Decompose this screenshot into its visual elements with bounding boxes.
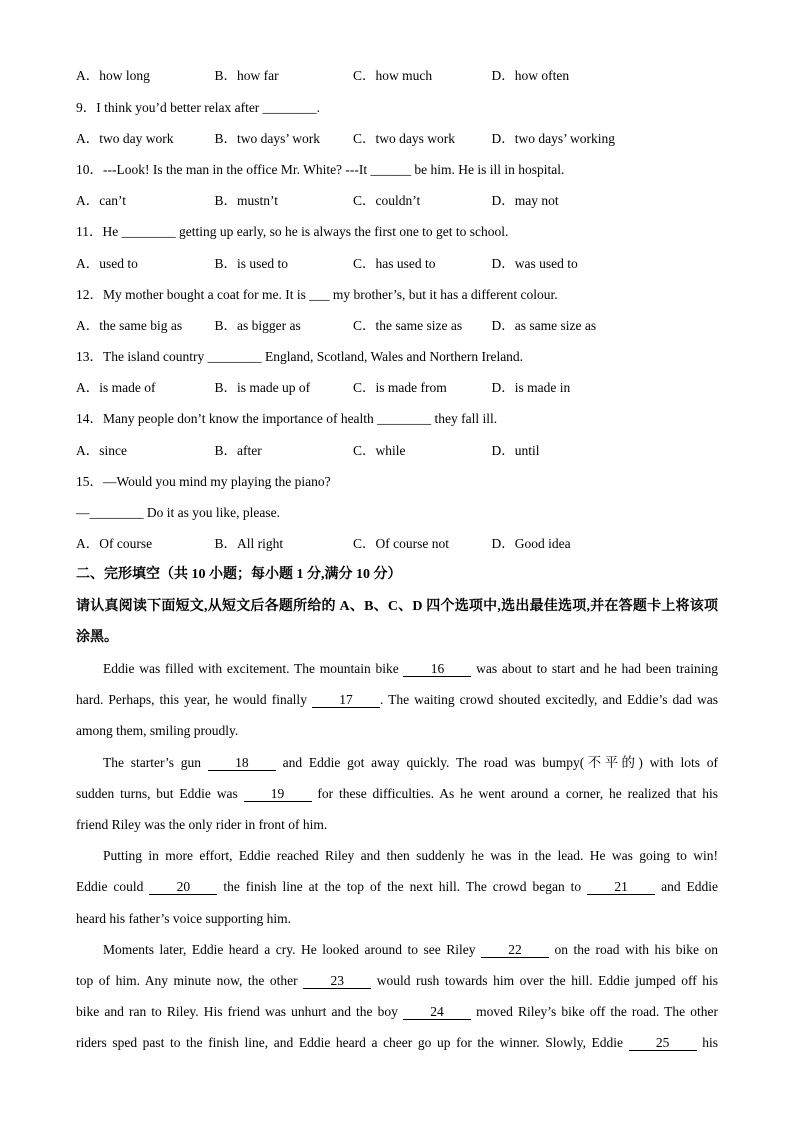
- question-number: 14．: [76, 411, 103, 427]
- question-text: ---Look! Is the man in the office Mr. White? ---It ______ be him. He is ill in hospital.: [103, 161, 565, 177]
- question-text: The island country ________ England, Scotland, Wales and Northern Ireland.: [103, 349, 524, 365]
- passage-line: [76, 747, 718, 778]
- blank-20: 20: [149, 879, 217, 895]
- question-13-option-d: D．is made in: [491, 380, 571, 396]
- passage-text: top of him. Any minute now, the other: [76, 973, 304, 989]
- passage-line: [76, 778, 718, 809]
- passage-line: [76, 996, 718, 1027]
- question-number: 13．: [76, 349, 103, 365]
- passage-line: [76, 653, 718, 684]
- passage-line: [76, 934, 718, 965]
- passage-text: hard. Perhaps, this year, he would finally: [76, 692, 312, 708]
- blank-23: 23: [303, 973, 371, 989]
- question-12-options: [76, 310, 718, 341]
- question-10-option-a: A．can’t: [76, 193, 126, 209]
- question-number: 11．: [76, 224, 103, 240]
- question-14-option-a: A．since: [76, 442, 127, 458]
- passage-text: bike and ran to Riley. His friend was unhurt and the boy: [76, 1004, 404, 1020]
- passage-text: Moments later, Eddie heard a cry. He looked around to see Riley: [103, 941, 481, 957]
- question-10-option-d: D．may not: [491, 193, 559, 209]
- blank-22: 22: [481, 942, 549, 958]
- passage-line: [76, 965, 718, 996]
- question-9-stem: [76, 92, 718, 123]
- question-14-option-d: D．until: [491, 442, 540, 458]
- passage-text: sudden turns, but Eddie was: [76, 785, 244, 801]
- question-14-option-b: B．after: [214, 442, 262, 458]
- question-11-option-c: C．has used to: [353, 255, 436, 271]
- passage-text: The starter’s gun: [103, 754, 208, 770]
- question-12-option-b: B．as bigger as: [214, 317, 301, 333]
- question-15-option-b: B．All right: [214, 536, 284, 552]
- question-number: 15．: [76, 473, 103, 489]
- question-text: He ________ getting up early, so he is always the first one to get to school.: [102, 224, 509, 240]
- question-text: —Would you mind my playing the piano?: [103, 473, 331, 489]
- passage-line: [76, 903, 718, 934]
- question-15-options: [76, 528, 718, 559]
- question-13-option-b: B．is made up of: [214, 380, 311, 396]
- passage-text: was about to start and he had been training: [471, 660, 718, 676]
- question-10-option-b: B．mustn’t: [214, 193, 279, 209]
- question-11-option-a: A．used to: [76, 255, 138, 271]
- blank-17: 17: [312, 692, 380, 708]
- question-13-option-a: A．is made of: [76, 380, 156, 396]
- passage-text: heard his father’s voice supporting him.: [76, 910, 291, 926]
- question-15-reply: —________ Do it as you like, please.: [76, 505, 280, 521]
- blank-25: 25: [629, 1035, 697, 1051]
- question-14-options: [76, 435, 718, 466]
- question-8-option-b: B．how far: [214, 68, 279, 84]
- question-9-option-d: D．two days’ working: [491, 130, 615, 146]
- question-8-option-a: A．how long: [76, 68, 150, 84]
- blank-21: 21: [587, 879, 655, 895]
- question-9-option-c: C．two days work: [353, 130, 455, 146]
- question-number: 9．: [76, 99, 97, 115]
- question-9-options: [76, 123, 718, 154]
- question-text: Many people don’t know the importance of health ________ they fall ill.: [103, 411, 498, 427]
- section-title: 二、完形填空（共 10 小题；每小题 1 分,满分 10 分）: [76, 567, 402, 583]
- question-8-option-c: C．how much: [353, 68, 433, 84]
- question-14-option-c: C．while: [353, 442, 406, 458]
- question-number: 10．: [76, 161, 103, 177]
- question-15-stem: [76, 466, 718, 497]
- question-15-option-a: A．Of course: [76, 536, 153, 552]
- question-text: My mother bought a coat for me. It is ___ my brother’s, but it has a different colour.: [103, 286, 558, 302]
- question-12-option-a: A．the same big as: [76, 317, 183, 333]
- question-13-options: [76, 372, 718, 403]
- passage-text: Eddie could: [76, 879, 150, 895]
- question-15-option-d: D．Good idea: [491, 536, 571, 552]
- passage-text: and Eddie got away quickly. The road was bumpy(不平的) with lots of: [275, 754, 718, 770]
- passage-text: for these difficulties. As he went around a corner, he realized that his: [311, 785, 718, 801]
- question-13-stem: [76, 341, 718, 372]
- question-9-option-b: B．two days’ work: [214, 130, 320, 146]
- passage-text: . The waiting crowd shouted excitedly, and Eddie’s dad was: [379, 692, 719, 708]
- passage-line: [76, 715, 718, 746]
- question-11-option-b: B．is used to: [214, 255, 289, 271]
- question-10-stem: [76, 154, 718, 185]
- question-13-option-c: C．is made from: [353, 380, 447, 396]
- passage-text: riders sped past to the finish line, and Eddie heard a cheer go up for the winner. Slowly, Eddie: [76, 1035, 629, 1051]
- question-text: I think you’d better relax after ________.: [96, 99, 321, 115]
- question-14-stem: [76, 403, 718, 434]
- passage-text: the finish line at the top of the next hill. The crowd began to: [217, 879, 588, 895]
- passage-text: moved Riley’s bike off the road. The other: [471, 1004, 718, 1020]
- passage-line: [76, 684, 718, 715]
- blank-16: 16: [403, 661, 471, 677]
- question-10-option-c: C．couldn’t: [353, 193, 421, 209]
- passage-text: would rush towards him over the hill. Eddie jumped off his: [371, 973, 718, 989]
- passage-line: [76, 1027, 718, 1058]
- passage-text: on the road with his bike on: [549, 941, 718, 957]
- question-11-options: [76, 248, 718, 279]
- blank-24: 24: [403, 1004, 471, 1020]
- passage-text: Putting in more effort, Eddie reached Riley and then suddenly he was in the lead. He was going to win!: [103, 848, 718, 864]
- question-11-stem: [76, 216, 718, 247]
- passage-text: and Eddie: [655, 879, 718, 895]
- passage-text: friend Riley was the only rider in front of him.: [76, 817, 328, 832]
- passage-text: his: [696, 1035, 718, 1051]
- question-8-option-d: D．how often: [491, 68, 570, 84]
- section-instruction: 请认真阅读下面短文,从短文后各题所给的 A、B、C、D 四个选项中,选出最佳选项,并在答题卡上将该项涂黑。: [76, 598, 718, 645]
- question-12-option-d: D．as same size as: [491, 317, 597, 333]
- passage-line: [76, 809, 718, 840]
- question-15-option-c: C．Of course not: [353, 536, 449, 552]
- blank-19: 19: [244, 786, 312, 802]
- question-12-option-c: C．the same size as: [353, 317, 463, 333]
- passage-text: among them, smiling proudly.: [76, 723, 239, 739]
- passage-text: Eddie was filled with excitement. The mountain bike: [103, 660, 404, 676]
- question-12-stem: [76, 279, 718, 310]
- question-10-options: [76, 185, 718, 216]
- blank-18: 18: [208, 755, 276, 771]
- question-number: 12．: [76, 286, 103, 302]
- question-9-option-a: A．two day work: [76, 130, 174, 146]
- question-11-option-d: D．was used to: [491, 255, 578, 271]
- page-content: [76, 60, 718, 1058]
- passage-line: [76, 840, 718, 871]
- question-8-options: [76, 60, 718, 91]
- passage-line: [76, 871, 718, 902]
